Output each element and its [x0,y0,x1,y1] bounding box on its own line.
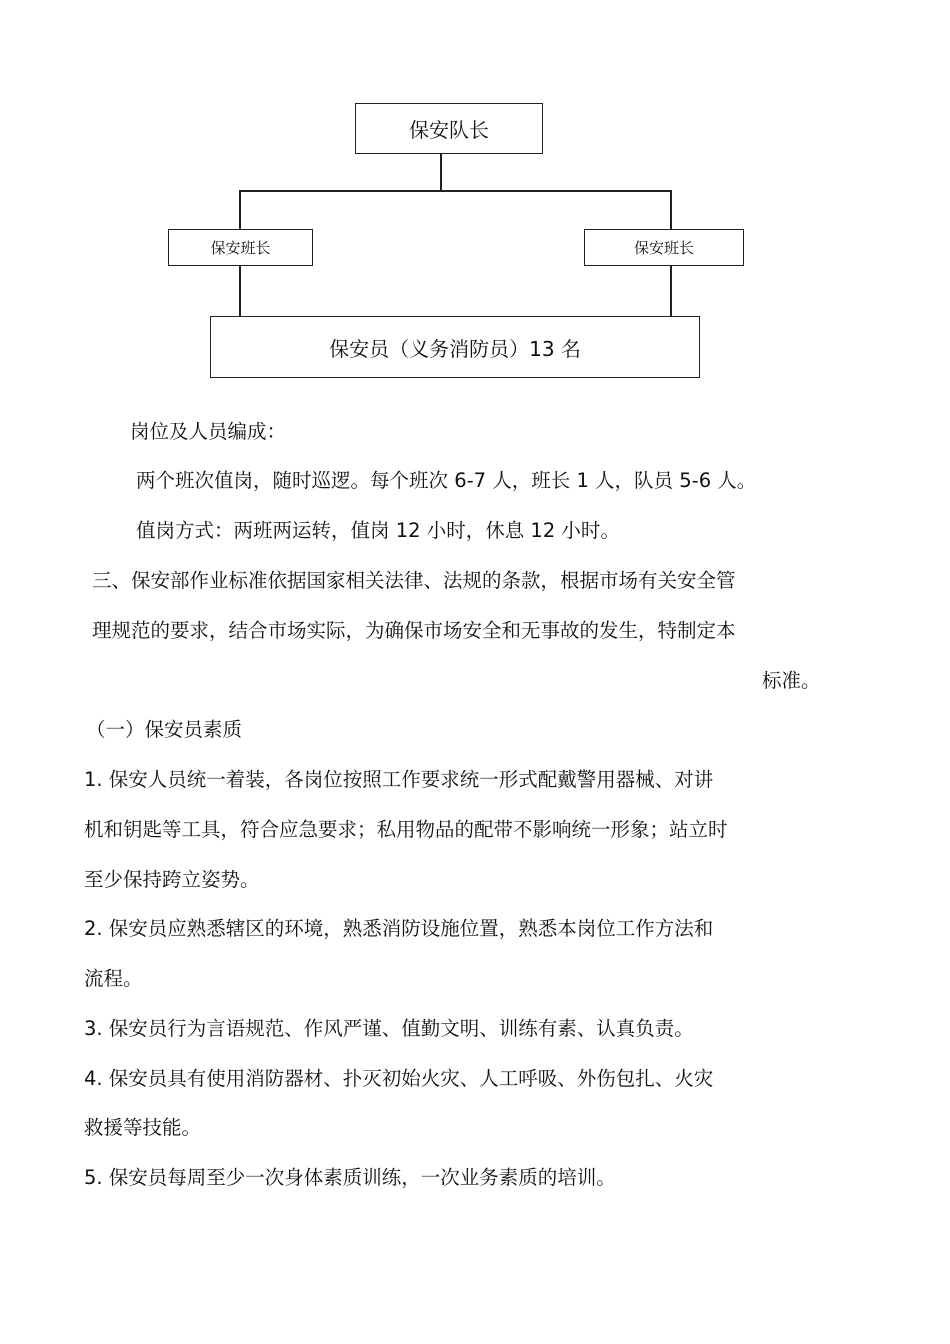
guards-label: 保安员（义务消防员）13 名 [329,336,581,361]
item-2-line-2: 流程。 [84,967,143,990]
connector-left-down [239,190,241,229]
squad-leader-box-right [584,229,744,266]
item-4-line-2: 救援等技能。 [84,1116,202,1139]
item-1-line-3: 至少保持跨立姿势。 [84,868,260,891]
connector-right-down [670,190,672,229]
guards-box [210,316,700,378]
captain-box [355,103,543,154]
item-4-line-1: 4. 保安员具有使用消防器材、扑灭初始火灾、人工呼吸、外伤包扎、火灾 [84,1067,714,1090]
connector-horizontal [239,190,672,192]
subsection-1-heading: （一）保安员素质 [86,718,243,741]
item-1-line-1: 1. 保安人员统一着装，各岗位按照工作要求统一形式配戴警用器械、对讲 [84,768,714,791]
connector-right-to-guards [670,266,672,316]
connector-captain-down [440,154,442,191]
item-5-line-1: 5. 保安员每周至少一次身体素质训练，一次业务素质的培训。 [84,1166,616,1189]
connector-left-to-guards [239,266,241,316]
section-3-line-1: 三、保安部作业标准依据国家相关法律、法规的条款，根据市场有关安全管 [92,569,736,592]
staffing-heading: 岗位及人员编成： [130,420,287,443]
item-3-line-1: 3. 保安员行为言语规范、作风严谨、值勤文明、训练有素、认真负责。 [84,1017,694,1040]
staffing-line-2: 值岗方式：两班两运转，值岗 12 小时，休息 12 小时。 [136,519,620,542]
staffing-line-1: 两个班次值岗，随时巡逻。每个班次 6-7 人，班长 1 人，队员 5-6 人。 [136,469,757,492]
section-3-line-2: 理规范的要求，结合市场实际，为确保市场安全和无事故的发生，特制定本 [92,619,736,642]
item-2-line-1: 2. 保安员应熟悉辖区的环境，熟悉消防设施位置，熟悉本岗位工作方法和 [84,917,714,940]
squad-leader-label-right: 保安班长 [633,239,694,257]
captain-label: 保安队长 [409,118,489,142]
item-1-line-2: 机和钥匙等工具，符合应急要求；私用物品的配带不影响统一形象；站立时 [84,818,728,841]
org-chart [0,0,950,400]
section-3-line-3: 标准。 [762,669,821,692]
squad-leader-label-left: 保安班长 [210,239,271,257]
squad-leader-box-left [168,229,313,266]
